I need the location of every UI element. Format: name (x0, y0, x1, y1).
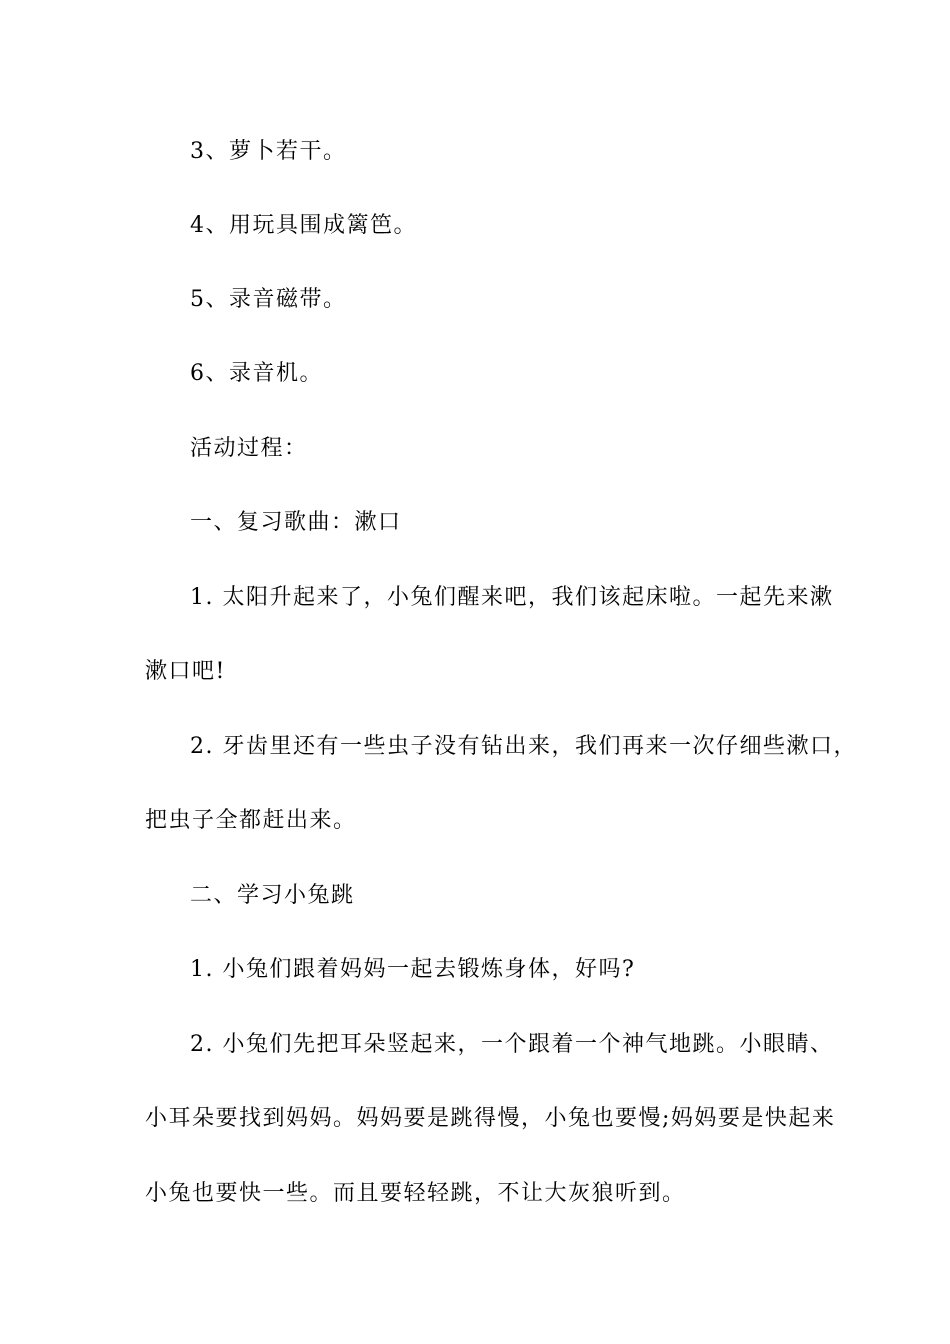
paragraph-line: 小耳朵要找到妈妈。妈妈要是跳得慢，小兔也要慢;妈妈要是快起来 (145, 1106, 836, 1131)
section-heading-process: 活动过程： (190, 436, 308, 461)
section-heading-bunny-hop: 二、学习小兔跳 (190, 883, 355, 908)
paragraph-line: 小兔也要快一些。而且要轻轻跳，不让大灰狼听到。 (145, 1181, 686, 1206)
paragraph-line: 把虫子全都赶出来。 (145, 808, 357, 833)
paragraph-line: 1. 太阳升起来了，小兔们醒来吧，我们该起床啦。一起先来漱 (190, 585, 834, 610)
paragraph-line: 漱口吧! (145, 659, 226, 684)
list-item-fence: 4、用玩具围成篱笆。 (190, 213, 417, 238)
paragraph-line: 1. 小兔们跟着妈妈一起去锻炼身体，好吗? (190, 957, 636, 982)
section-heading-review-song: 一、复习歌曲：漱口 (190, 510, 402, 535)
paragraph-line: 2. 小兔们先把耳朵竖起来，一个跟着一个神气地跳。小眼睛、 (190, 1032, 834, 1057)
paragraph-line: 2. 牙齿里还有一些虫子没有钻出来，我们再来一次仔细些漱口， (190, 734, 857, 759)
list-item-radish: 3、萝卜若干。 (190, 139, 347, 164)
list-item-tape: 5、录音磁带。 (190, 287, 347, 312)
list-item-recorder: 6、录音机。 (190, 361, 323, 386)
